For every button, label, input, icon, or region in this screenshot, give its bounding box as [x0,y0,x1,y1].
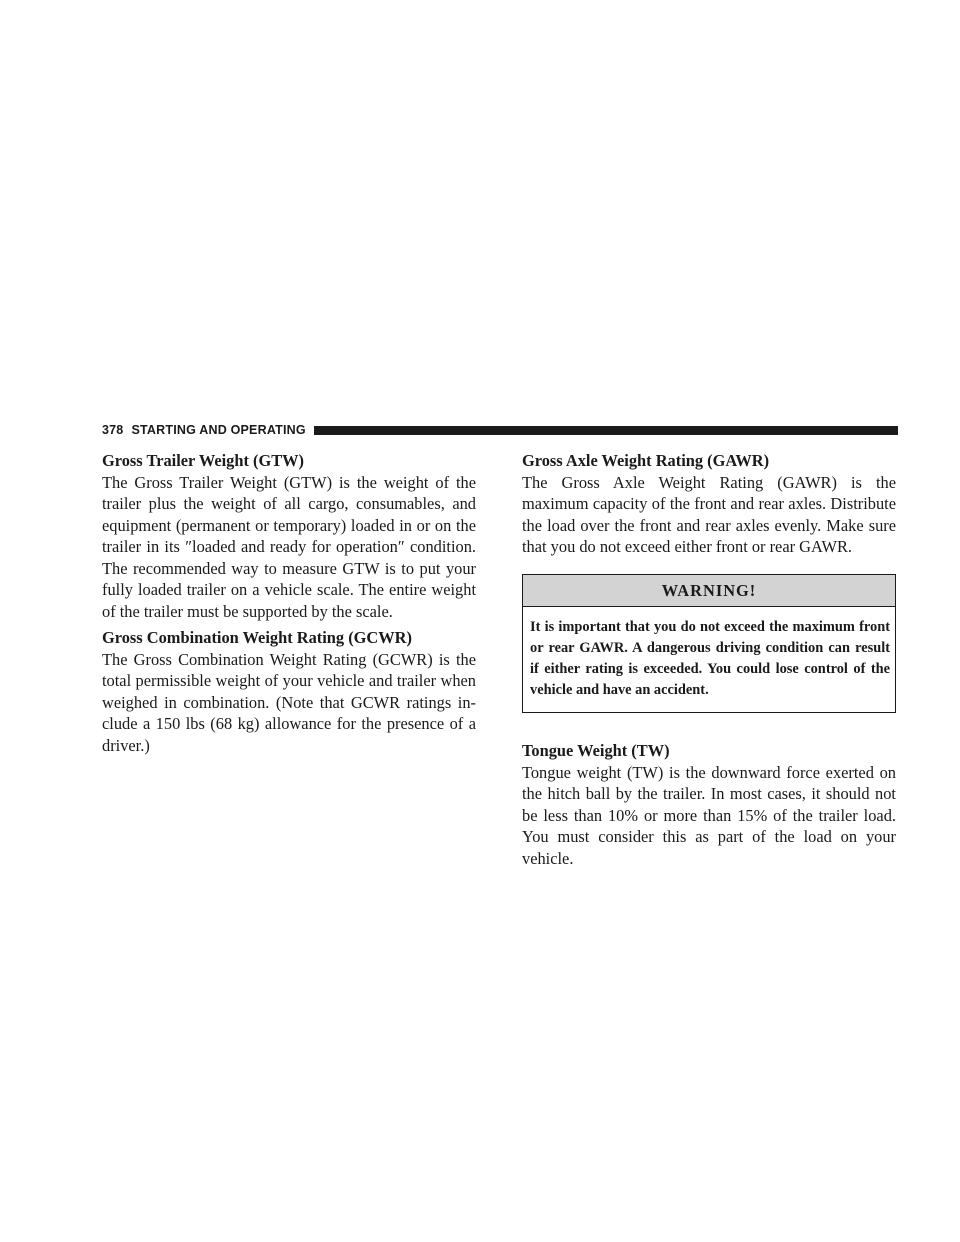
section-title: STARTING AND OPERATING [131,423,306,437]
gawr-body: The Gross Axle Weight Rating (GAWR) is the maximum capacity of the front and rear axles. Distribute the load over the front and rear axles evenly. Make sure that you do not exceed either front or rear GAWR. [522,472,896,556]
warning-title: WARNING! [523,575,895,607]
gcwr-body: The Gross Combination Weight Rating (GCWR) is the total permissible weight of your vehicle and trailer when weighed in combination. (Note that GCWR ratings in- clude a 150 lbs (68 kg) allowance for the presence of a driver.) [102,649,476,755]
tw-body: Tongue weight (TW) is the downward force exerted on the hitch ball by the trailer. In most cases, it should not be less than 10% or more than 15% of the trailer load. You must consider this as part of the load on your vehicle. [522,762,896,868]
gcwr-section [102,627,476,756]
left-column [102,450,476,761]
header-rule [314,426,898,435]
right-column [522,450,896,874]
page-number: 378 [102,423,124,437]
gcwr-heading: Gross Combination Weight Rating (GCWR) [102,628,412,647]
gtw-heading: Gross Trailer Weight (GTW) [102,451,304,470]
gtw-body: The Gross Trailer Weight (GTW) is the weight of the trailer plus the weight of all cargo, consumables, and equipment (permanent or temporary) loaded in or on the trailer in its ″loaded and ready for operation″ condition. The recommended way to measure GTW is to put your fully loaded trailer on a vehicle scale. The entire weight of the trailer must be supported by the scale. [102,472,476,621]
warning-text: It is important that you do not exceed the maximum front or rear GAWR. A dangerous driving condition can result if either rating is exceeded. You could lose control of the vehicle and have an accident. [530,618,890,699]
gtw-section [102,450,476,622]
page-header [102,420,898,440]
tw-section [522,740,896,869]
gawr-heading: Gross Axle Weight Rating (GAWR) [522,451,770,470]
warning-box [522,574,896,714]
gawr-section [522,450,896,558]
tw-heading: Tongue Weight (TW) [522,741,670,761]
